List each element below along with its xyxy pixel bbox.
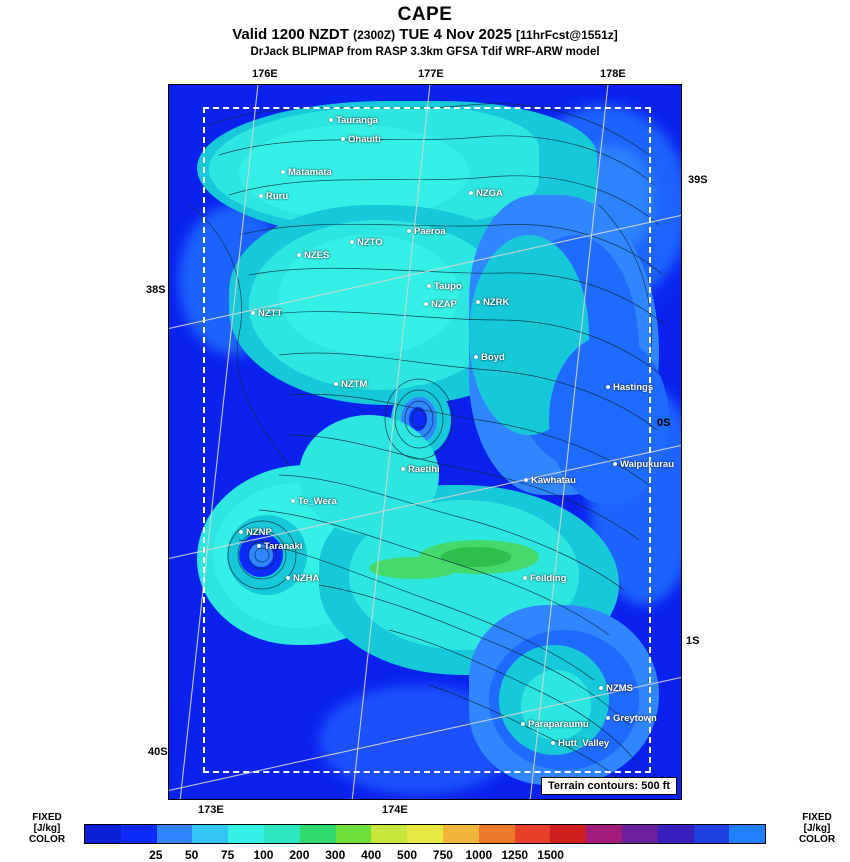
station-label <box>469 189 503 199</box>
lon-label-173e: 173E <box>198 804 224 816</box>
station-dot-icon <box>286 576 290 580</box>
station-dot-icon <box>291 499 295 503</box>
station-dot-icon <box>341 137 345 141</box>
station-name: Waipukurau <box>620 459 675 470</box>
station-label <box>407 227 446 237</box>
station-dot-icon <box>523 576 527 580</box>
station-dot-icon <box>469 191 473 195</box>
colorbar-tick: 300 <box>325 848 346 862</box>
station-label <box>613 460 674 470</box>
page-title: CAPE <box>397 4 453 25</box>
station-dot-icon <box>606 716 610 720</box>
station-label <box>329 116 378 126</box>
station-name: Ruru <box>266 191 289 202</box>
station-dot-icon <box>329 118 333 122</box>
station-name: NZGA <box>476 188 503 199</box>
station-name: NZTM <box>341 379 368 390</box>
station-name: NZTO <box>357 237 383 248</box>
station-dot-icon <box>521 722 525 726</box>
station-name: NZMS <box>606 683 633 694</box>
station-name: Taranaki <box>264 541 303 552</box>
station-label <box>523 574 566 584</box>
lat-label-38s: 38S <box>146 284 166 296</box>
station-dot-icon <box>599 686 603 690</box>
station-dot-icon <box>297 253 301 257</box>
station-label <box>239 528 272 538</box>
station-label <box>334 380 367 390</box>
chart-header <box>0 0 850 59</box>
station-dot-icon <box>401 467 405 471</box>
station-label <box>551 739 609 749</box>
station-label <box>257 542 302 552</box>
station-name: NZTT <box>258 308 283 319</box>
station-label <box>401 465 440 475</box>
colorbar-tick: 500 <box>397 848 418 862</box>
colorbar-tick: 100 <box>253 848 274 862</box>
station-name: Tauranga <box>336 115 379 126</box>
station-name: Matamata <box>288 167 332 178</box>
station-label <box>281 168 332 178</box>
colorbar-tick: 50 <box>184 848 199 862</box>
station-label <box>606 714 657 724</box>
colorbar-left-line3: COLOR <box>28 834 66 845</box>
station-dot-icon <box>407 229 411 233</box>
station-label <box>291 497 337 507</box>
station-dot-icon <box>424 302 428 306</box>
station-label <box>350 238 383 248</box>
map-plot-area[interactable] <box>168 84 682 800</box>
colorbar-tick: 200 <box>289 848 310 862</box>
valid-date: TUE 4 Nov 2025 <box>399 26 512 43</box>
station-dot-icon <box>334 382 338 386</box>
station-name: Feilding <box>530 573 567 584</box>
colorbar-tick: 400 <box>361 848 382 862</box>
station-dot-icon <box>476 300 480 304</box>
station-label <box>251 309 282 319</box>
station-dot-icon <box>281 170 285 174</box>
station-name: Greytown <box>613 713 657 724</box>
colorbar-tick: 750 <box>432 848 453 862</box>
station-name: Boyd <box>481 352 505 363</box>
station-label <box>476 298 509 308</box>
colorbar-right-line1: FIXED <box>802 812 832 823</box>
station-dot-icon <box>606 385 610 389</box>
station-name: Raetihi <box>408 464 440 475</box>
valid-time-line <box>0 26 850 44</box>
map-container[interactable] <box>146 68 708 816</box>
station-name: Taupo <box>434 281 462 292</box>
colorbar-tick: 75 <box>220 848 235 862</box>
station-dot-icon <box>474 355 478 359</box>
station-name: NZRK <box>483 297 510 308</box>
lon-label-174e: 174E <box>382 804 408 816</box>
lon-label-177e: 177E <box>418 68 444 80</box>
lat-label-39s: 39S <box>688 174 708 186</box>
lat-label-inner: 0S <box>657 417 671 429</box>
lon-label-178e: 178E <box>600 68 626 80</box>
station-label <box>599 684 633 694</box>
colorbar-left-line1: FIXED <box>32 812 62 823</box>
colorbar-left-line2: [J/kg] <box>33 823 61 834</box>
station-label <box>297 251 329 261</box>
station-dot-icon <box>524 478 528 482</box>
station-name: Hutt_Valley <box>558 738 610 749</box>
lat-label-41s: 1S <box>686 635 700 647</box>
station-name: Kawhatau <box>531 475 576 486</box>
colorbar-tick-labels <box>84 826 766 862</box>
station-label <box>341 135 381 145</box>
station-name: Paraparaumu <box>528 719 589 730</box>
station-name: Te_Wera <box>298 496 337 507</box>
station-dot-icon <box>427 284 431 288</box>
colorbar-right-line3: COLOR <box>798 834 836 845</box>
station-label <box>286 574 319 584</box>
station-label <box>524 476 576 486</box>
colorbar-tick: 1000 <box>465 848 493 862</box>
valid-time: Valid 1200 NZDT <box>232 26 349 43</box>
forecast-stamp: [11hrFcst@1551z] <box>516 28 618 42</box>
valid-time-utc: (2300Z) <box>353 28 396 42</box>
station-label <box>606 383 653 393</box>
colorbar-right-line2: [J/kg] <box>803 823 831 834</box>
station-label <box>427 282 462 292</box>
station-dot-icon <box>239 530 243 534</box>
station-dot-icon <box>259 194 263 198</box>
station-dot-icon <box>251 311 255 315</box>
station-name: NZHA <box>293 573 320 584</box>
colorbar-container <box>0 806 850 862</box>
lon-label-176e: 176E <box>252 68 278 80</box>
station-name: Paeroa <box>414 226 446 237</box>
model-domain-box <box>203 107 654 773</box>
model-line: DrJack BLIPMAP from RASP 3.3km GFSA Tdif WRF-ARW model <box>250 46 600 58</box>
colorbar-right-label <box>794 812 840 845</box>
lat-label-40s: 40S <box>148 746 168 758</box>
station-dot-icon <box>613 462 617 466</box>
station-name: NZNP <box>246 527 272 538</box>
station-label <box>424 300 457 310</box>
colorbar-tick: 1250 <box>501 848 529 862</box>
station-name: NZES <box>304 250 330 261</box>
station-dot-icon <box>350 240 354 244</box>
station-label <box>474 353 505 363</box>
station-label <box>521 720 589 730</box>
station-dot-icon <box>551 741 555 745</box>
terrain-contour-legend: Terrain contours: 500 ft <box>541 777 677 795</box>
station-dot-icon <box>257 544 261 548</box>
colorbar-left-label <box>24 812 70 845</box>
station-name: Hastings <box>613 382 654 393</box>
station-name: NZAP <box>431 299 457 310</box>
station-label <box>259 192 288 202</box>
station-name: Ohauiti <box>348 134 381 145</box>
colorbar-tick: 1500 <box>537 848 564 862</box>
colorbar-tick: 25 <box>149 848 163 862</box>
